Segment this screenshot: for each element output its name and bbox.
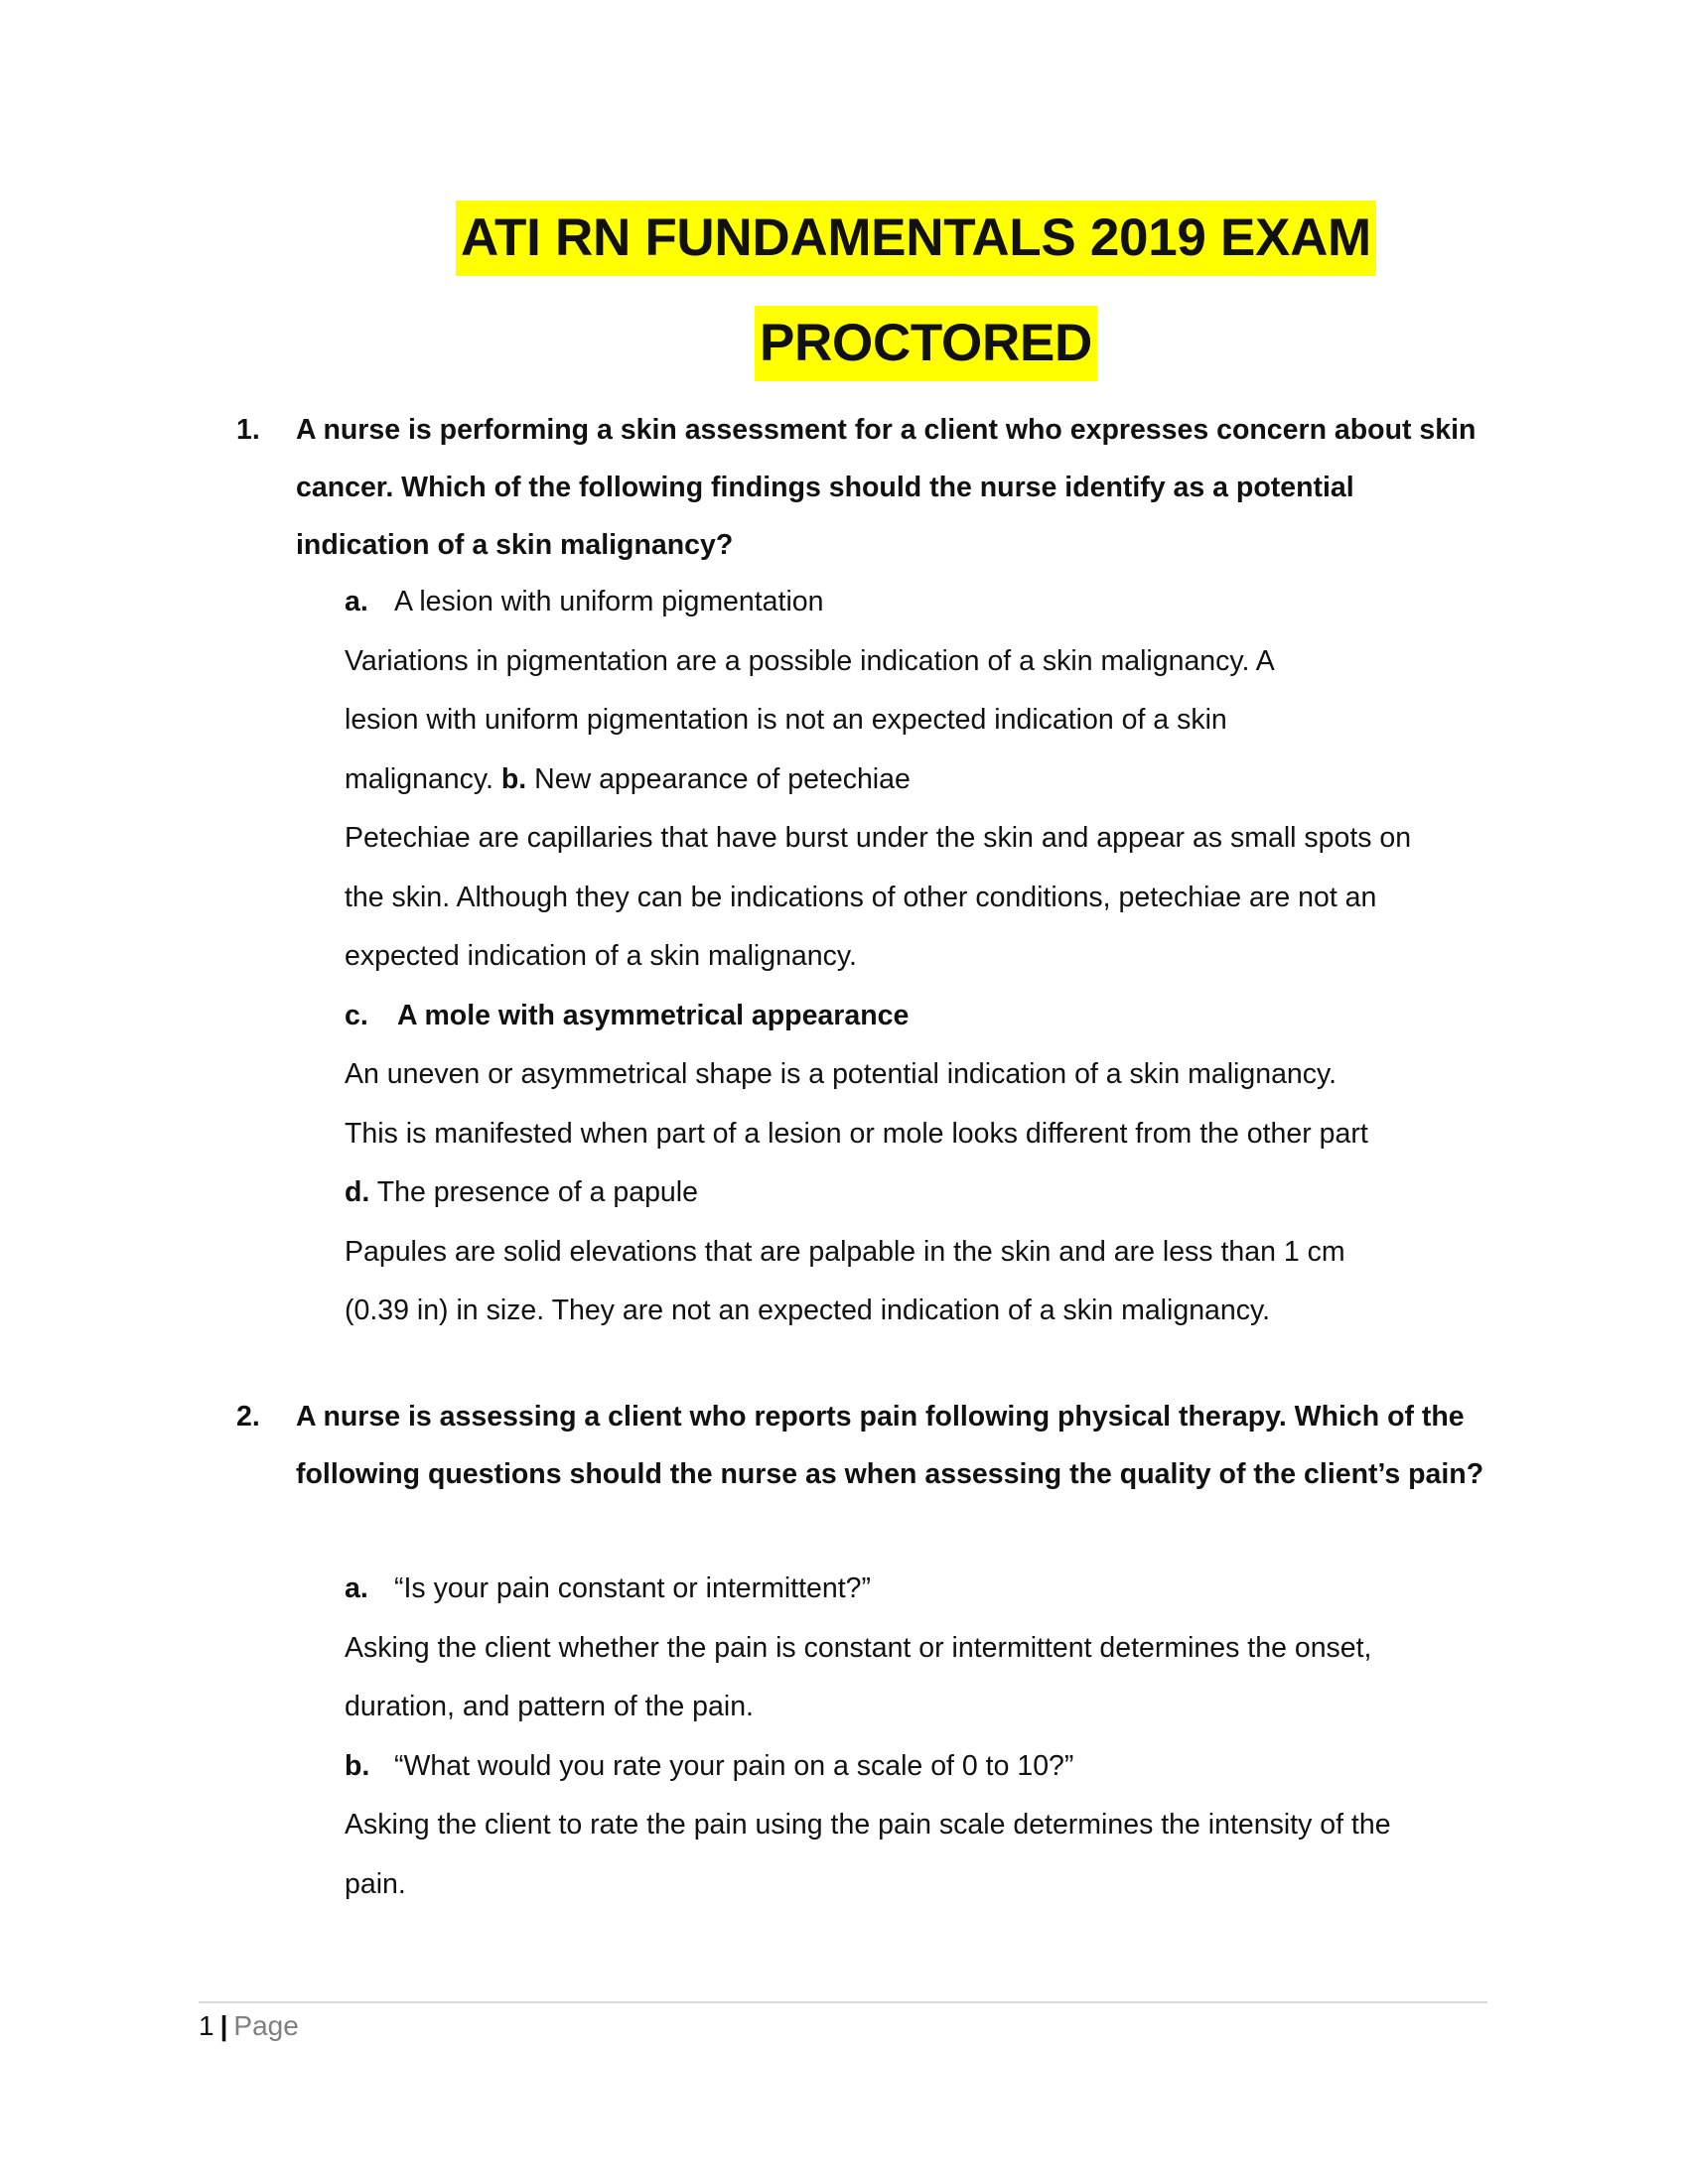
option-text: The presence of a papule <box>376 1176 698 1208</box>
title-line-2: PROCTORED <box>755 306 1097 381</box>
option-a <box>345 573 1496 632</box>
option-a <box>345 1560 1496 1619</box>
title-line-1: ATI RN FUNDAMENTALS 2019 EXAM <box>456 201 1376 276</box>
option-label: d. <box>345 1176 370 1208</box>
explanation-line: the skin. Although they can be indications of other conditions, petechiae are not an <box>345 881 1377 913</box>
explanation-line: Petechiae are capillaries that have burst under the skin and appear as small spots on <box>345 822 1412 854</box>
option-text: “Is your pain constant or intermittent?” <box>394 1572 871 1604</box>
page-word: Page <box>233 2010 299 2041</box>
question-stem: A nurse is performing a skin assessment for a client who expresses concern about skin cancer. Which of the following findings should the nurse identify as a potential indication of a skin malignancy? <box>296 414 1477 561</box>
explanation-line: malignancy. <box>345 762 493 795</box>
option-c <box>345 987 1496 1046</box>
explanation-line: pain. <box>345 1867 406 1900</box>
footer-separator: | <box>219 2010 228 2041</box>
explanation-line: (0.39 in) in size. They are not an expected indication of a skin malignancy. <box>345 1295 1271 1326</box>
explanation-line: An uneven or asymmetrical shape is a potential indication of a skin malignancy. <box>345 1058 1337 1090</box>
page-number: 1 <box>199 2010 214 2041</box>
question-number: 1. <box>236 414 260 446</box>
question-2-answers <box>345 1560 1496 1914</box>
explanation-line: expected indication of a skin malignancy. <box>345 940 857 972</box>
explanation-line: lesion with uniform pigmentation is not an expected indication of a skin <box>345 704 1227 736</box>
option-text: New appearance of petechiae <box>534 762 911 795</box>
option-label: a. <box>345 1572 368 1604</box>
option-text: A lesion with uniform pigmentation <box>394 586 824 617</box>
explanation-line: Papules are solid elevations that are palpable in the skin and are less than 1 cm <box>345 1235 1345 1268</box>
question-1 <box>236 401 1487 574</box>
question-2 <box>236 1388 1487 1503</box>
explanation-line: Asking the client whether the pain is constant or intermittent determines the onset, <box>345 1631 1372 1664</box>
question-1-answers <box>345 573 1496 1341</box>
explanation-line: Variations in pigmentation are a possible indication of a skin malignancy. A <box>345 644 1275 677</box>
option-label: b. <box>500 762 527 795</box>
option-text: “What would you rate your pain on a scale of 0 to 10?” <box>394 1749 1074 1782</box>
question-number: 2. <box>236 1401 260 1433</box>
option-label: b. <box>345 1749 370 1782</box>
explanation-line: This is manifested when part of a lesion or mole looks different from the other part <box>345 1117 1368 1150</box>
option-label: a. <box>345 586 368 617</box>
question-stem: A nurse is assessing a client who reports pain following physical therapy. Which of the following questions should the nurse as when assessing the quality of the client’s pain? <box>296 1401 1484 1490</box>
option-d <box>345 1163 1496 1223</box>
footer-rule <box>199 2001 1487 2003</box>
option-b <box>345 1737 1496 1797</box>
option-text: A mole with asymmetrical appearance <box>397 999 910 1031</box>
page-footer <box>199 2001 299 2051</box>
option-label: c. <box>345 999 368 1031</box>
explanation-line: duration, and pattern of the pain. <box>345 1691 754 1722</box>
explanation-line: Asking the client to rate the pain using the pain scale determines the intensity of the <box>345 1809 1391 1841</box>
option-b-line <box>345 751 1496 810</box>
